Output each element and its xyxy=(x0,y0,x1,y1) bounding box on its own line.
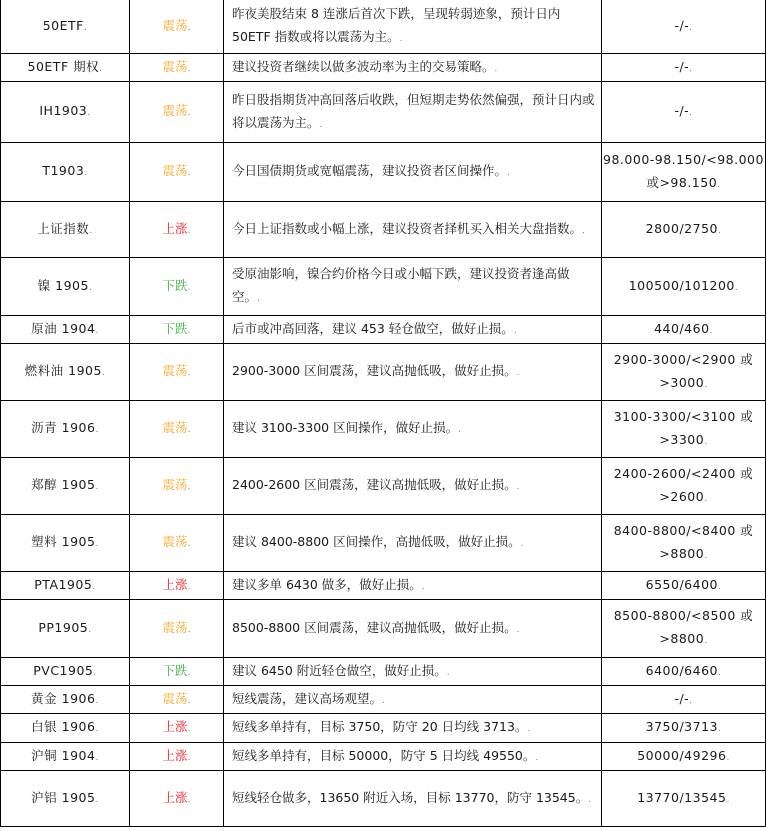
target-cell: 2400-2600/<2400 或>2600. xyxy=(602,458,766,515)
trend-cell: 震荡. xyxy=(130,344,224,401)
table-row xyxy=(1,316,766,344)
view-cell: 短线多单持有，目标 50000，防守 5 日均线 49550。. xyxy=(224,743,602,771)
view-cell: 建议 8400-8800 区间操作，高抛低吸，做好止损。. xyxy=(224,515,602,572)
view-cell: 今日上证指数或小幅上涨，建议投资者择机买入相关大盘指数。. xyxy=(224,202,602,258)
table-row xyxy=(1,54,766,82)
contract-name: 白银 1906. xyxy=(1,714,130,743)
trend-cell: 震荡. xyxy=(130,458,224,515)
view-cell: 短线多单持有，目标 3750，防守 20 日均线 3713。. xyxy=(224,714,602,743)
target-cell: -/-. xyxy=(602,54,766,82)
table-row xyxy=(1,458,766,515)
trend-cell: 震荡. xyxy=(130,686,224,714)
contract-name: 黄金 1906. xyxy=(1,686,130,714)
target-cell: 8400-8800/<8400 或>8800. xyxy=(602,515,766,572)
view-cell: 2900-3000 区间震荡，建议高抛低吸，做好止损。. xyxy=(224,344,602,401)
contract-name: 塑料 1905. xyxy=(1,515,130,572)
view-cell: 8500-8800 区间震荡，建议高抛低吸，做好止损。. xyxy=(224,600,602,658)
view-cell: 昨日股指期货冲高回落后收跌，但短期走势依然偏强，预计日内或将以震荡为主。. xyxy=(224,82,602,143)
table-row xyxy=(1,258,766,316)
trend-cell: 上涨. xyxy=(130,771,224,827)
target-cell: 6550/6400. xyxy=(602,572,766,600)
table-row xyxy=(1,143,766,202)
target-cell: 2800/2750. xyxy=(602,202,766,258)
view-cell: 受原油影响，镍合约价格今日或小幅下跌，建议投资者逢高做空。. xyxy=(224,258,602,316)
target-cell: 100500/101200. xyxy=(602,258,766,316)
contract-name: 上证指数. xyxy=(1,202,130,258)
trend-cell: 上涨. xyxy=(130,714,224,743)
table-row xyxy=(1,401,766,458)
contract-name: 50ETF 期权. xyxy=(1,54,130,82)
trend-cell: 上涨. xyxy=(130,743,224,771)
view-cell: 昨夜美股结束 8 连涨后首次下跌，呈现转弱迹象，预计日内 50ETF 指数或将以震荡为主。. xyxy=(224,0,602,54)
contract-name: 原油 1904. xyxy=(1,316,130,344)
trend-cell: 震荡. xyxy=(130,82,224,143)
table-row xyxy=(1,743,766,771)
view-cell: 建议 3100-3300 区间操作，做好止损。. xyxy=(224,401,602,458)
table-row xyxy=(1,600,766,658)
trend-cell: 震荡. xyxy=(130,515,224,572)
target-cell: 6400/6460. xyxy=(602,658,766,686)
table-row xyxy=(1,82,766,143)
contract-name: 镍 1905. xyxy=(1,258,130,316)
trend-cell: 上涨. xyxy=(130,202,224,258)
table-row xyxy=(1,0,766,54)
contract-name: 燃料油 1905. xyxy=(1,344,130,401)
view-cell: 短线震荡，建议高场观望。. xyxy=(224,686,602,714)
trend-cell: 下跌. xyxy=(130,258,224,316)
table-row xyxy=(1,771,766,827)
contract-name: IH1903. xyxy=(1,82,130,143)
target-cell: 13770/13545. xyxy=(602,771,766,827)
trend-cell: 震荡. xyxy=(130,143,224,202)
target-cell: 50000/49296. xyxy=(602,743,766,771)
table-row xyxy=(1,714,766,743)
contract-name: PP1905. xyxy=(1,600,130,658)
view-cell: 短线轻仓做多，13650 附近入场，目标 13770，防守 13545。. xyxy=(224,771,602,827)
target-cell: -/-. xyxy=(602,686,766,714)
target-cell: 3100-3300/<3100 或>3300. xyxy=(602,401,766,458)
view-cell: 建议多单 6430 做多，做好止损。. xyxy=(224,572,602,600)
contract-name: PTA1905. xyxy=(1,572,130,600)
trend-cell: 震荡. xyxy=(130,0,224,54)
target-cell: 8500-8800/<8500 或>8800. xyxy=(602,600,766,658)
contract-name: 沪铜 1904. xyxy=(1,743,130,771)
view-cell: 今日国债期货或宽幅震荡，建议投资者区间操作。. xyxy=(224,143,602,202)
contract-name: T1903. xyxy=(1,143,130,202)
view-cell: 后市或冲高回落，建议 453 轻仓做空，做好止损。. xyxy=(224,316,602,344)
trend-cell: 震荡. xyxy=(130,600,224,658)
contract-name: 沥青 1906. xyxy=(1,401,130,458)
trend-cell: 下跌. xyxy=(130,658,224,686)
table-row xyxy=(1,686,766,714)
target-cell: 98.000-98.150/<98.000 或>98.150. xyxy=(602,143,766,202)
target-cell: -/-. xyxy=(602,82,766,143)
trend-cell: 震荡. xyxy=(130,54,224,82)
trend-cell: 上涨. xyxy=(130,572,224,600)
target-cell: 2900-3000/<2900 或>3000. xyxy=(602,344,766,401)
contract-name: PVC1905. xyxy=(1,658,130,686)
table-row xyxy=(1,344,766,401)
target-cell: -/-. xyxy=(602,0,766,54)
table-row xyxy=(1,658,766,686)
view-cell: 建议 6450 附近轻仓做空，做好止损。. xyxy=(224,658,602,686)
table-row xyxy=(1,572,766,600)
table-row xyxy=(1,202,766,258)
table-row xyxy=(1,515,766,572)
view-cell: 2400-2600 区间震荡，建议高抛低吸，做好止损。. xyxy=(224,458,602,515)
trend-cell: 下跌. xyxy=(130,316,224,344)
contract-name: 郑醇 1905. xyxy=(1,458,130,515)
trend-cell: 震荡. xyxy=(130,401,224,458)
contract-name: 50ETF. xyxy=(1,0,130,54)
target-cell: 3750/3713. xyxy=(602,714,766,743)
target-cell: 440/460. xyxy=(602,316,766,344)
contract-name: 沪铝 1905. xyxy=(1,771,130,827)
view-cell: 建议投资者继续以做多波动率为主的交易策略。. xyxy=(224,54,602,82)
